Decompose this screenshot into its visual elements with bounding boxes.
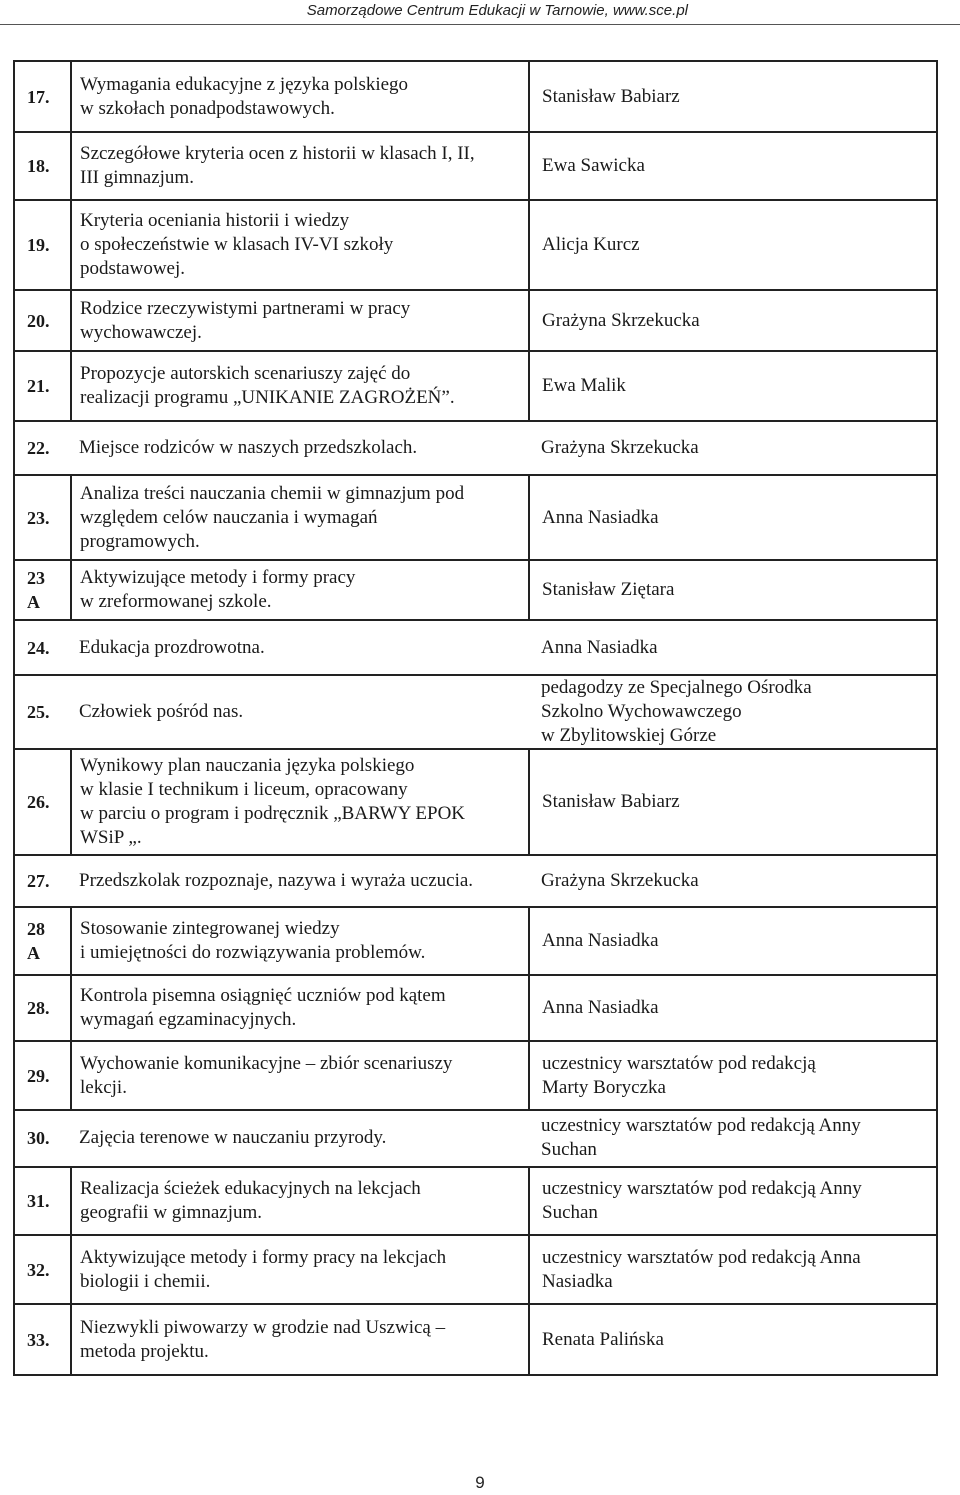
title-line: Analiza treści nauczania chemii w gimnazjum pod <box>80 482 465 504</box>
table-row <box>14 855 937 907</box>
page-number: 9 <box>475 1473 485 1492</box>
publication-title <box>71 620 529 674</box>
title-line: realizacji programu „UNIKANIE ZAGROŻEŃ”. <box>80 386 455 408</box>
publication-author <box>529 132 937 199</box>
title-line: podstawowej. <box>80 258 186 280</box>
row-number: 28 A <box>14 907 71 975</box>
publication-author <box>529 61 937 132</box>
row-number: 20. <box>14 290 71 350</box>
author-line: Grażyna Skrzekucka <box>542 309 700 331</box>
title-line: w zreformowanej szkole. <box>80 591 272 613</box>
publication-author <box>529 620 937 674</box>
publication-author <box>529 975 937 1040</box>
publications-table-body <box>14 61 937 1375</box>
publication-author <box>529 351 937 421</box>
publication-title <box>71 1235 529 1304</box>
publication-author <box>529 1167 937 1235</box>
row-number: 23. <box>14 475 71 560</box>
publication-title <box>71 1041 529 1110</box>
author-line: uczestnicy warsztatów pod redakcją Anny <box>541 1115 861 1137</box>
author-line: pedagodzy ze Specjalnego Ośrodka <box>541 676 812 698</box>
title-line: Aktywizujące metody i formy pracy na lekcjach <box>80 1246 447 1268</box>
publication-title <box>71 1167 529 1235</box>
title-line: Realizacja ścieżek edukacyjnych na lekcjach <box>80 1177 421 1199</box>
publication-author <box>529 421 937 475</box>
publication-title <box>71 675 529 749</box>
row-number: 30. <box>14 1110 71 1166</box>
publication-title <box>71 61 529 132</box>
publication-author <box>529 560 937 620</box>
publication-title <box>71 855 529 907</box>
author-line: Alicja Kurcz <box>542 234 640 256</box>
row-number: 28. <box>14 975 71 1040</box>
table-row <box>14 1110 937 1166</box>
publication-title <box>71 290 529 350</box>
author-line: Renata Palińska <box>542 1328 664 1350</box>
row-number: 31. <box>14 1167 71 1235</box>
publication-author <box>529 907 937 975</box>
author-line: Nasiadka <box>542 1270 613 1292</box>
title-line: WSiP „. <box>80 826 142 848</box>
publication-title <box>71 1110 529 1166</box>
title-line: Wymagania edukacyjne z języka polskiego <box>80 73 409 95</box>
author-line: uczestnicy warsztatów pod redakcją Anny <box>542 1177 862 1199</box>
table-row <box>14 1167 937 1235</box>
table-row <box>14 61 937 132</box>
publication-author <box>529 1235 937 1304</box>
author-line: Stanisław Babiarz <box>542 790 680 812</box>
table-row <box>14 1041 937 1110</box>
table-row <box>14 475 937 560</box>
title-line: o społeczeństwie w klasach IV-VI szkoły <box>80 234 394 256</box>
title-line: Miejsce rodziców w naszych przedszkolach. <box>79 437 418 459</box>
title-line: geografii w gimnazjum. <box>80 1201 263 1223</box>
title-line: Edukacja prozdrowotna. <box>79 636 265 658</box>
title-line: metoda projektu. <box>80 1340 209 1362</box>
table-row <box>14 421 937 475</box>
author-line: uczestnicy warsztatów pod redakcją Anna <box>542 1246 861 1268</box>
title-line: Szczegółowe kryteria ocen z historii w klasach I, II, <box>80 143 475 165</box>
title-line: Stosowanie zintegrowanej wiedzy <box>80 918 340 940</box>
title-line: Aktywizujące metody i formy pracy <box>80 567 356 589</box>
title-line: Niezwykli piwowarzy w grodzie nad Uszwicą – <box>80 1316 446 1338</box>
title-line: Wychowanie komunikacyjne – zbiór scenariuszy <box>80 1052 453 1074</box>
publication-author <box>529 290 937 350</box>
publication-author <box>529 475 937 560</box>
row-number: 17. <box>14 61 71 132</box>
author-line: Ewa Malik <box>542 374 626 396</box>
author-line: Ewa Sawicka <box>542 155 645 177</box>
publication-author <box>529 1041 937 1110</box>
author-line: Suchan <box>541 1139 597 1161</box>
table-row <box>14 620 937 674</box>
table-row <box>14 907 937 975</box>
publications-table <box>13 60 938 1376</box>
publication-author <box>529 200 937 291</box>
publication-title <box>71 351 529 421</box>
title-line: Człowiek pośród nas. <box>79 700 244 722</box>
author-line: Anna Nasiadka <box>542 930 659 952</box>
title-line: Propozycje autorskich scenariuszy zajęć do <box>80 362 411 384</box>
table-row <box>14 560 937 620</box>
row-number: 32. <box>14 1235 71 1304</box>
publication-title <box>71 421 529 475</box>
table-row <box>14 132 937 199</box>
table-row <box>14 200 937 291</box>
title-line: biologii i chemii. <box>80 1270 211 1292</box>
row-number: 26. <box>14 749 71 855</box>
header-divider <box>0 24 960 25</box>
author-line: uczestnicy warsztatów pod redakcją <box>542 1052 816 1074</box>
publication-author <box>529 855 937 907</box>
row-number: 27. <box>14 855 71 907</box>
table-row <box>14 1235 937 1304</box>
publication-title <box>71 907 529 975</box>
publication-title <box>71 1304 529 1375</box>
row-number: 21. <box>14 351 71 421</box>
table-row <box>14 749 937 855</box>
author-line: w Zbylitowskiej Górze <box>541 724 717 746</box>
author-line: Szkolno Wychowawczego <box>541 700 742 722</box>
author-line: Suchan <box>542 1201 598 1223</box>
publication-title <box>71 200 529 291</box>
author-line: Stanisław Babiarz <box>542 85 680 107</box>
title-line: Zajęcia terenowe w nauczaniu przyrody. <box>79 1127 387 1149</box>
publication-title <box>71 560 529 620</box>
title-line: programowych. <box>80 530 200 552</box>
title-line: w parciu o program i podręcznik „BARWY EPOK <box>80 802 466 824</box>
table-row <box>14 351 937 421</box>
author-line: Anna Nasiadka <box>542 506 659 528</box>
author-line: Grażyna Skrzekucka <box>541 437 699 459</box>
row-number: 33. <box>14 1304 71 1375</box>
publication-author <box>529 1304 937 1375</box>
title-line: Rodzice rzeczywistymi partnerami w pracy <box>80 297 411 319</box>
row-number: 29. <box>14 1041 71 1110</box>
title-line: III gimnazjum. <box>80 167 194 189</box>
author-line: Anna Nasiadka <box>542 997 659 1019</box>
title-line: i umiejętności do rozwiązywania problemów. <box>80 942 426 964</box>
table-row <box>14 675 937 749</box>
publication-title <box>71 132 529 199</box>
row-number: 24. <box>14 620 71 674</box>
title-line: wychowawczej. <box>80 321 202 343</box>
table-row <box>14 975 937 1040</box>
title-line: Wynikowy plan nauczania języka polskiego <box>80 754 415 776</box>
publication-title <box>71 975 529 1040</box>
row-number: 18. <box>14 132 71 199</box>
title-line: Przedszkolak rozpoznaje, nazywa i wyraża uczucia. <box>79 869 474 891</box>
title-line: względem celów nauczania i wymagań <box>80 506 378 528</box>
title-line: w szkołach ponadpodstawowych. <box>80 97 335 119</box>
title-line: wymagań egzaminacyjnych. <box>80 1009 297 1031</box>
author-line: Stanisław Ziętara <box>542 579 675 601</box>
publication-author <box>529 749 937 855</box>
author-line: Marty Boryczka <box>542 1076 666 1098</box>
row-number: 25. <box>14 675 71 749</box>
author-line: Grażyna Skrzekucka <box>541 869 699 891</box>
title-line: Kryteria oceniania historii i wiedzy <box>80 210 350 232</box>
publication-author <box>529 675 937 749</box>
row-number: 22. <box>14 421 71 475</box>
row-number: 19. <box>14 200 71 291</box>
publication-title <box>71 475 529 560</box>
title-line: lekcji. <box>80 1076 127 1098</box>
author-line: Anna Nasiadka <box>541 636 658 658</box>
page-header: Samorządowe Centrum Edukacji w Tarnowie, www.sce.pl <box>306 2 688 19</box>
publication-title <box>71 749 529 855</box>
table-row <box>14 290 937 350</box>
table-row <box>14 1304 937 1375</box>
publication-author <box>529 1110 937 1166</box>
title-line: Kontrola pisemna osiągnięć uczniów pod kątem <box>80 985 446 1007</box>
title-line: w klasie I technikum i liceum, opracowany <box>80 778 408 800</box>
row-number: 23 A <box>14 560 71 620</box>
